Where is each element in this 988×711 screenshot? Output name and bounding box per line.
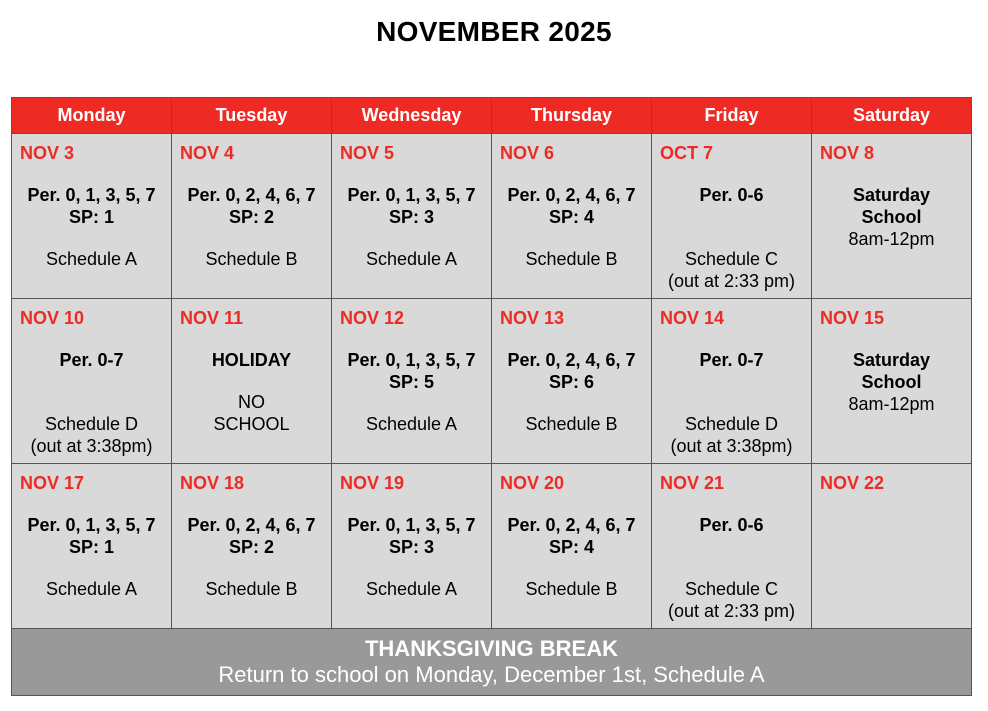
schedule-line: Schedule A (365, 579, 458, 599)
schedule-line: Schedule B (205, 249, 298, 269)
sp-line: SP: 4 (548, 537, 595, 557)
header-friday: Friday (652, 98, 812, 134)
sp-line: SP: 3 (388, 537, 435, 557)
sp-line: SP: 3 (388, 207, 435, 227)
thanksgiving-banner (12, 629, 972, 696)
header-wednesday: Wednesday (332, 98, 492, 134)
day-date: NOV 19 (340, 473, 405, 493)
schedule-line: Schedule B (205, 579, 298, 599)
dismissal-line: (out at 2:33 pm) (667, 271, 796, 291)
sp-line: SP: 1 (68, 207, 115, 227)
day-date: NOV 8 (820, 143, 875, 163)
sp-line: SP: 4 (548, 207, 595, 227)
periods-line: Per. 0, 1, 3, 5, 7 (347, 350, 476, 370)
day-cell (172, 299, 332, 464)
sp-line: SP: 5 (388, 372, 435, 392)
schedule-line: Schedule B (525, 249, 618, 269)
sp-line: SP: 2 (228, 207, 275, 227)
day-date: NOV 15 (820, 308, 885, 328)
day-cell (492, 464, 652, 629)
week-row-1 (12, 134, 972, 299)
periods-line: Per. 0, 1, 3, 5, 7 (27, 185, 156, 205)
dismissal-line: (out at 3:38pm) (670, 436, 793, 456)
day-cell (652, 134, 812, 299)
schedule-line: Schedule B (525, 414, 618, 434)
day-cell (332, 299, 492, 464)
schedule-line: Schedule D (44, 414, 139, 434)
day-date: NOV 3 (20, 143, 75, 163)
saturday-school-line: School (861, 372, 922, 392)
sp-line (652, 206, 811, 228)
periods-line: Per. 0, 1, 3, 5, 7 (27, 515, 156, 535)
schedule-line: Schedule B (525, 579, 618, 599)
week-row-2 (12, 299, 972, 464)
schedule-line: Schedule D (684, 414, 779, 434)
day-date: NOV 11 (180, 308, 244, 328)
periods-line: Per. 0, 2, 4, 6, 7 (507, 185, 636, 205)
day-date: NOV 18 (180, 473, 245, 493)
day-date: NOV 22 (820, 473, 885, 493)
day-cell (12, 464, 172, 629)
day-date: NOV 20 (500, 473, 565, 493)
periods-line: Per. 0, 2, 4, 6, 7 (507, 515, 636, 535)
day-cell (812, 299, 972, 464)
sp-line (12, 371, 171, 393)
day-cell (12, 134, 172, 299)
saturday-school-line: Saturday (852, 185, 931, 205)
day-date: NOV 17 (20, 473, 85, 493)
day-cell (12, 299, 172, 464)
header-tuesday: Tuesday (172, 98, 332, 134)
day-date: NOV 5 (340, 143, 395, 163)
day-cell (332, 134, 492, 299)
day-date: NOV 14 (660, 308, 725, 328)
header-monday: Monday (12, 98, 172, 134)
saturday-hours: 8am-12pm (848, 229, 935, 249)
day-cell (172, 134, 332, 299)
sp-line: SP: 6 (548, 372, 595, 392)
saturday-school-line: Saturday (852, 350, 931, 370)
dismissal-line: (out at 2:33 pm) (667, 601, 796, 621)
sp-line (652, 536, 811, 558)
periods-line: Per. 0, 2, 4, 6, 7 (187, 185, 316, 205)
schedule-line: Schedule A (365, 414, 458, 434)
no-school-line: SCHOOL (213, 414, 290, 434)
saturday-hours: 8am-12pm (848, 394, 935, 414)
sp-line (652, 371, 811, 393)
day-cell (332, 464, 492, 629)
return-note: Return to school on Monday, December 1st, Schedule A (218, 662, 765, 687)
day-date: NOV 4 (180, 143, 235, 163)
week-row-3 (12, 464, 972, 629)
sp-line: SP: 2 (228, 537, 275, 557)
no-school-line: NO (238, 392, 265, 412)
periods-line: Per. 0, 2, 4, 6, 7 (507, 350, 636, 370)
day-date: NOV 6 (500, 143, 555, 163)
page-title: NOVEMBER 2025 (376, 16, 612, 47)
dismissal-line: (out at 3:38pm) (30, 436, 153, 456)
day-date: NOV 13 (500, 308, 565, 328)
schedule-line: Schedule C (684, 249, 779, 269)
periods-line: Per. 0-6 (699, 185, 764, 205)
header-thursday: Thursday (492, 98, 652, 134)
periods-line: Per. 0-7 (699, 350, 764, 370)
day-date: NOV 12 (340, 308, 405, 328)
periods-line: Per. 0, 1, 3, 5, 7 (347, 185, 476, 205)
weekday-header-row (12, 98, 972, 134)
schedule-line: Schedule A (365, 249, 458, 269)
saturday-school-line: School (861, 207, 922, 227)
break-title: THANKSGIVING BREAK (364, 636, 618, 661)
day-cell (812, 464, 972, 629)
periods-line: Per. 0-6 (699, 515, 764, 535)
header-saturday: Saturday (812, 98, 972, 134)
schedule-line: Schedule C (684, 579, 779, 599)
periods-line: Per. 0, 2, 4, 6, 7 (187, 515, 316, 535)
calendar-table (11, 97, 972, 696)
day-cell (172, 464, 332, 629)
thanksgiving-row (12, 629, 972, 696)
day-date: NOV 10 (20, 308, 85, 328)
sp-line (172, 371, 331, 393)
periods-line: Per. 0-7 (59, 350, 124, 370)
day-cell (812, 134, 972, 299)
periods-line: Per. 0, 1, 3, 5, 7 (347, 515, 476, 535)
schedule-line: Schedule A (45, 579, 138, 599)
holiday-label: HOLIDAY (211, 350, 292, 370)
day-cell (652, 464, 812, 629)
day-cell (652, 299, 812, 464)
day-date: NOV 21 (660, 473, 725, 493)
day-cell (492, 134, 652, 299)
schedule-line: Schedule A (45, 249, 138, 269)
day-cell (492, 299, 652, 464)
day-date: OCT 7 (660, 143, 714, 163)
sp-line: SP: 1 (68, 537, 115, 557)
